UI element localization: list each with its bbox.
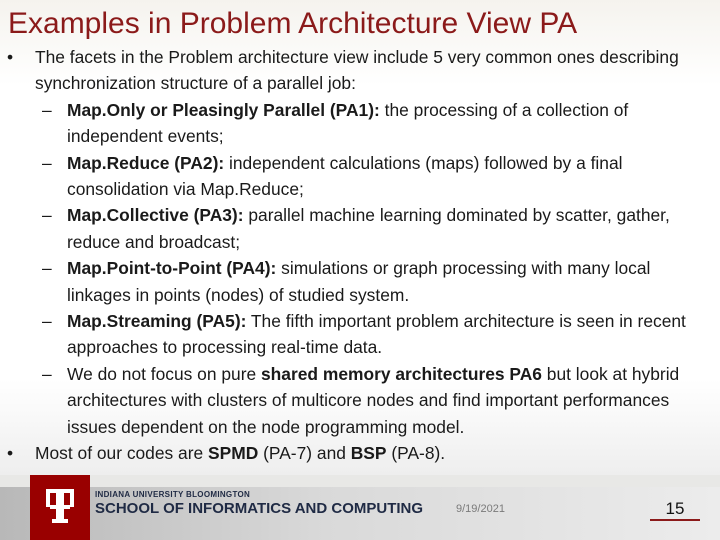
last-pre: Most of our codes are [35, 443, 209, 464]
sub-item-text: The fifth important problem architecture is seen in recent approaches to processing real-time data. [67, 311, 686, 358]
page-number: 15 [665, 499, 685, 518]
slide-title: Examples in Problem Architecture View PA [8, 7, 578, 40]
sub-item-text: independent calculations (maps) followed by a final consolidation via Map.Reduce; [67, 152, 623, 200]
sub-item-pa4 [0, 255, 720, 308]
bullet-mark: • [7, 47, 14, 67]
dash-mark: – [42, 152, 52, 173]
bullet-item-last [0, 440, 720, 466]
sub-item-bold: Map.Streaming (PA5): [67, 311, 247, 332]
bullet-mark: • [7, 443, 14, 464]
iu-trident-icon [30, 475, 90, 540]
footer-date: 9/19/2021 [456, 503, 505, 515]
sub-item-text: but look at hybrid architectures with clusters of multicore nodes and find important performances issues dependent on the node programming model. [67, 363, 680, 437]
iu-logo [30, 475, 90, 540]
dash-mark: – [42, 205, 52, 226]
sub-item-text: the processing of a collection of independent events; [67, 99, 629, 147]
last-post: (PA-8). [386, 443, 446, 464]
sub-item-text: parallel machine learning dominated by scatter, gather, reduce and broadcast; [67, 205, 670, 252]
sub-item-bold: Map.Only or Pleasingly Parallel (PA1): [67, 99, 380, 120]
sub-item-bold: Map.Point-to-Point (PA4): [67, 258, 277, 279]
sub-item-pa3 [0, 202, 720, 255]
sub-item-bold: Map.Collective (PA3): [67, 205, 244, 226]
dash-mark: – [42, 311, 52, 332]
sub-item-pa5 [0, 308, 720, 361]
spmd-term: SPMD [208, 443, 259, 464]
sub-item-pa2 [0, 150, 720, 203]
dash-mark: – [42, 99, 52, 120]
bullet-item [0, 44, 720, 97]
slide-content [0, 44, 720, 467]
sub-item-bold: Map.Reduce (PA2): [67, 152, 225, 173]
sub-item-text: simulations or graph processing with many local linkages in points (nodes) of studied system. [67, 258, 651, 305]
bsp-term: BSP [350, 443, 387, 464]
sub-item-pre: We do not focus on pure [67, 363, 261, 384]
footer-university: INDIANA UNIVERSITY BLOOMINGTON [95, 490, 251, 499]
sub-item-bold: shared memory architectures PA6 [261, 363, 542, 384]
dash-mark: – [42, 363, 52, 384]
sub-item-pa1 [0, 97, 720, 150]
footer-school: SCHOOL OF INFORMATICS AND COMPUTING [95, 500, 424, 517]
bullet-text: The facets in the Problem architecture view include 5 very common ones describing synchronization structure of a parallel job: [35, 47, 679, 94]
sub-item-pa6 [0, 361, 720, 440]
page-number-underline [650, 519, 700, 521]
footer [0, 475, 720, 540]
last-mid: (PA-7) and [258, 443, 351, 464]
dash-mark: – [42, 258, 52, 279]
